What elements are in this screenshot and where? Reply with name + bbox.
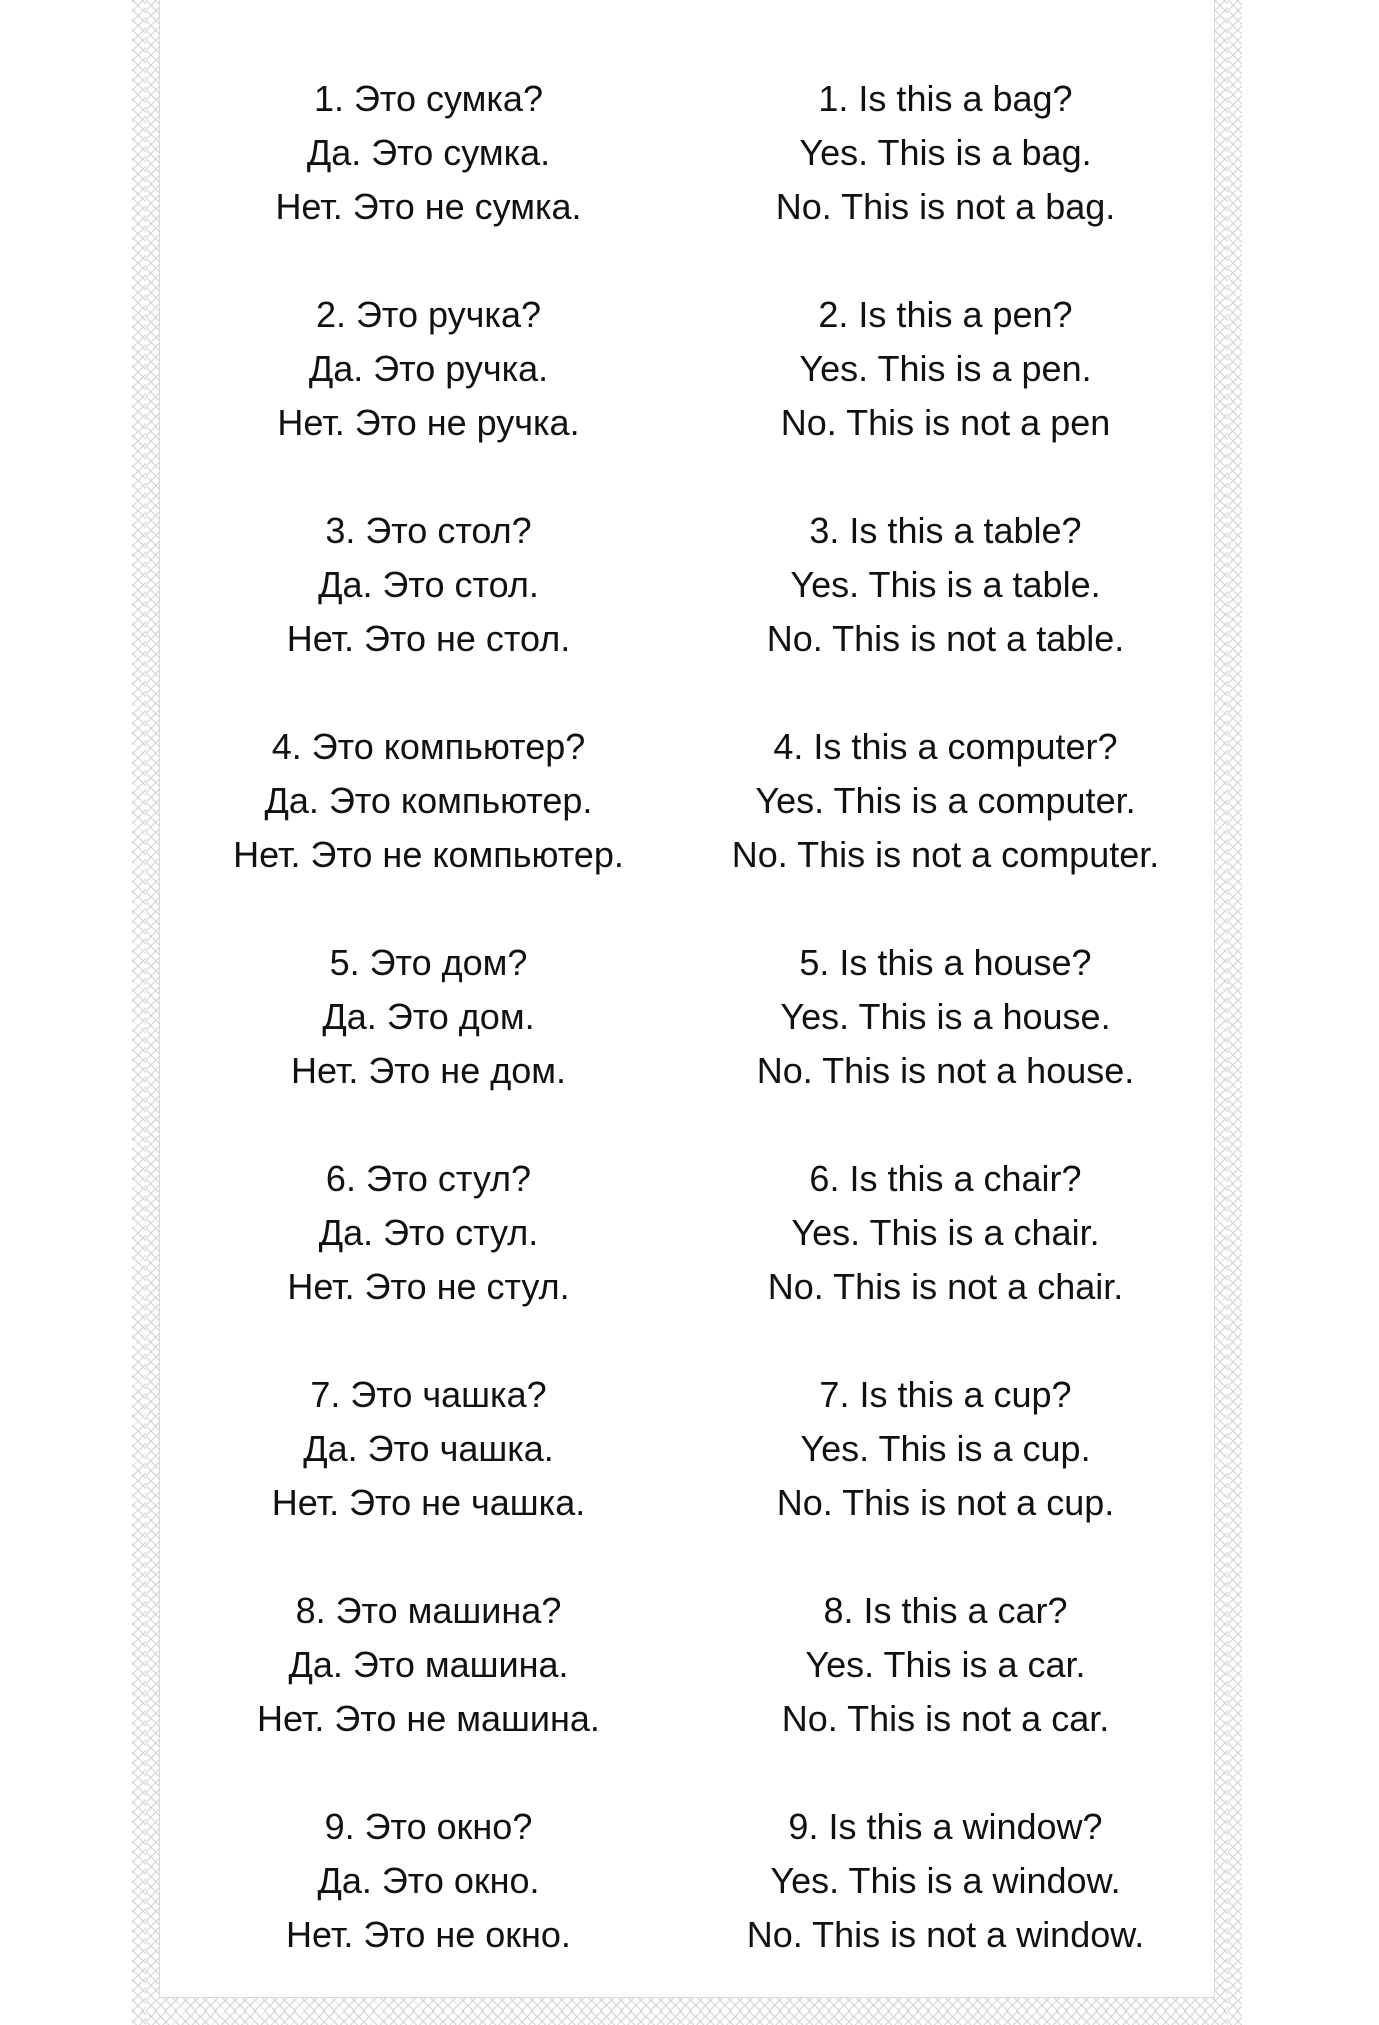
english-question-line: 6. Is this a chair?: [809, 1158, 1082, 1199]
english-no-line: No. This is not a house.: [756, 1050, 1135, 1091]
english-yes-line: Yes. This is a bag.: [799, 132, 1092, 173]
english-yes-line: Yes. This is a house.: [780, 996, 1111, 1037]
english-exercise-6: [768, 1152, 1124, 1368]
english-no-line: No. This is not a table.: [766, 618, 1125, 659]
english-question-line: 7. Is this a cup?: [819, 1374, 1072, 1415]
english-yes-line: Yes. This is a cup.: [800, 1428, 1091, 1469]
russian-question-line: 4. Это компьютер?: [271, 726, 586, 767]
russian-question-line: 8. Это машина?: [295, 1590, 562, 1631]
russian-question-line: 3. Это стол?: [325, 510, 532, 551]
english-no-line: No. This is not a window.: [746, 1914, 1145, 1955]
english-question-line: 5. Is this a house?: [799, 942, 1092, 983]
russian-exercise-3: [287, 504, 571, 720]
russian-no-line: Нет. Это не машина.: [257, 1698, 600, 1739]
english-column: [687, 72, 1214, 2016]
english-question-line: 3. Is this a table?: [809, 510, 1082, 551]
english-no-line: No. This is not a pen: [780, 402, 1111, 443]
english-no-line: No. This is not a bag.: [775, 186, 1116, 227]
english-question-line: 2. Is this a pen?: [818, 294, 1073, 335]
russian-yes-line: Да. Это стол.: [318, 564, 539, 605]
english-yes-line: Yes. This is a pen.: [799, 348, 1092, 389]
russian-no-line: Нет. Это не компьютер.: [233, 834, 624, 875]
russian-yes-line: Да. Это сумка.: [306, 132, 551, 173]
russian-yes-line: Да. Это чашка.: [303, 1428, 554, 1469]
english-exercise-5: [757, 936, 1135, 1152]
russian-no-line: Нет. Это не чашка.: [271, 1482, 586, 1523]
english-yes-line: Yes. This is a car.: [805, 1644, 1086, 1685]
russian-exercise-6: [287, 1152, 569, 1368]
russian-no-line: Нет. Это не стол.: [286, 618, 571, 659]
english-question-line: 8. Is this a car?: [823, 1590, 1068, 1631]
english-no-line: No. This is not a chair.: [767, 1266, 1124, 1307]
english-exercise-4: [732, 720, 1160, 936]
russian-yes-line: Да. Это дом.: [322, 996, 535, 1037]
russian-yes-line: Да. Это окно.: [317, 1860, 540, 1901]
english-yes-line: Yes. This is a computer.: [755, 780, 1136, 821]
russian-question-line: 6. Это стул?: [325, 1158, 532, 1199]
russian-yes-line: Да. Это машина.: [288, 1644, 569, 1685]
russian-yes-line: Да. Это стул.: [318, 1212, 539, 1253]
russian-yes-line: Да. Это ручка.: [308, 348, 549, 389]
russian-yes-line: Да. Это компьютер.: [264, 780, 593, 821]
russian-exercise-1: [275, 72, 581, 288]
russian-no-line: Нет. Это не дом.: [291, 1050, 566, 1091]
russian-no-line: Нет. Это не сумка.: [275, 186, 582, 227]
english-no-line: No. This is not a computer.: [731, 834, 1160, 875]
russian-exercise-2: [277, 288, 579, 504]
russian-no-line: Нет. Это не окно.: [286, 1914, 571, 1955]
russian-question-line: 7. Это чашка?: [310, 1374, 547, 1415]
russian-exercise-4: [233, 720, 624, 936]
russian-question-line: 5. Это дом?: [329, 942, 528, 983]
english-exercise-9: [747, 1800, 1145, 2016]
english-yes-line: Yes. This is a window.: [770, 1860, 1121, 1901]
worksheet-page: [160, 0, 1214, 1997]
english-question-line: 4. Is this a computer?: [773, 726, 1118, 767]
english-no-line: No. This is not a cup.: [776, 1482, 1115, 1523]
english-exercise-2: [781, 288, 1111, 504]
russian-exercise-9: [286, 1800, 571, 2016]
english-exercise-3: [767, 504, 1125, 720]
russian-question-line: 1. Это сумка?: [314, 78, 543, 119]
english-exercise-8: [782, 1584, 1109, 1800]
russian-question-line: 9. Это окно?: [324, 1806, 533, 1847]
russian-exercise-7: [272, 1368, 585, 1584]
russian-exercise-5: [291, 936, 566, 1152]
decorative-border: [132, 0, 1242, 2025]
english-exercise-7: [777, 1368, 1115, 1584]
english-question-line: 1. Is this a bag?: [818, 78, 1073, 119]
russian-question-line: 2. Это ручка?: [316, 294, 541, 335]
russian-exercise-8: [257, 1584, 600, 1800]
english-yes-line: Yes. This is a chair.: [791, 1212, 1100, 1253]
english-question-line: 9. Is this a window?: [788, 1806, 1103, 1847]
english-exercise-1: [776, 72, 1116, 288]
worksheet-columns: [160, 72, 1214, 2016]
russian-no-line: Нет. Это не ручка.: [277, 402, 580, 443]
english-no-line: No. This is not a car.: [781, 1698, 1110, 1739]
russian-column: [160, 72, 687, 2016]
russian-no-line: Нет. Это не стул.: [287, 1266, 570, 1307]
english-yes-line: Yes. This is a table.: [790, 564, 1101, 605]
